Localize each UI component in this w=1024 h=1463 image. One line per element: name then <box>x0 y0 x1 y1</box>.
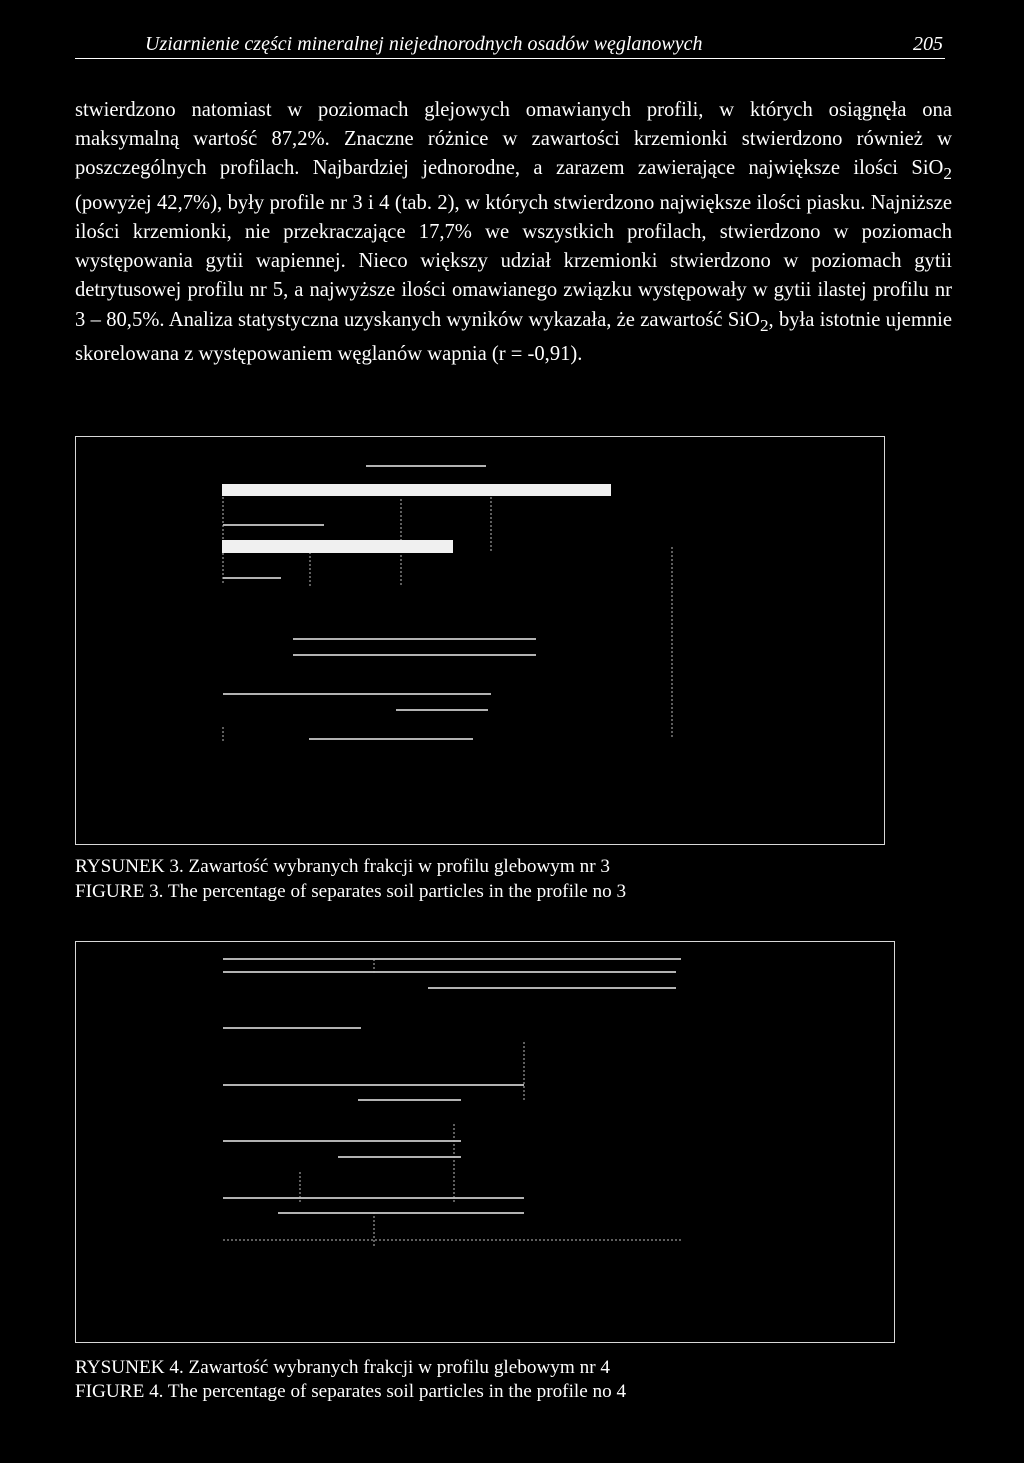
page-number: 205 <box>913 33 943 55</box>
paragraph-text-2: (powyżej 42,7%), były profile nr 3 i 4 (tab. 2), w których stwierdzono największe ilości piasku. Najniższe ilości krzemionki, nie przekraczające 17,7% we wszystkich profilach, stwierdzono w poziomach występowania gytii wapiennej. Nieco większy udział krzemionki stwierdzono w poziomach gytii detrytusowej profilu nr 5, a najwyższe ilości omawianego związku występowały w gytii ilastej profilu nr 3 – 80,5%. Analiza statystyczna uzyskanych wyników wykazała, że zawartość SiO <box>75 191 952 331</box>
figure-3-caption-pl: RYSUNEK 3. Zawartość wybranych frakcji w profilu glebowym nr 3 <box>75 856 611 877</box>
figure-4-caption-en: FIGURE 4. The percentage of separates soil particles in the profile no 4 <box>75 1381 627 1402</box>
figure-4-chart <box>75 941 895 1343</box>
figure-3-graphics <box>76 437 884 844</box>
body-paragraph <box>75 96 952 369</box>
paragraph-text-3: , była istotnie ujemnie skorelowana z występowaniem węglanów wapnia (r = -0,91). <box>75 308 952 365</box>
fig3-bar <box>222 484 611 496</box>
fig3-bar <box>222 540 453 553</box>
figure-3-chart <box>75 436 885 845</box>
subscript-2: 2 <box>943 164 952 184</box>
header-rule <box>75 58 945 59</box>
paragraph-text-1: stwierdzono natomiast w poziomach glejowych omawianych profili, w których osiągnęła ona maksymalną wartość 87,2%. Znaczne różnice w zawartości krzemionki stwierdzono również w poszczególnych profilach. Najbardziej jednorodne, a zarazem zawierające największe ilości SiO <box>75 99 952 180</box>
subscript-2: 2 <box>759 315 769 335</box>
figure-4-graphics <box>76 942 894 1342</box>
running-title: Uziarnienie części mineralnej niejednorodnych osadów węglanowych <box>145 33 703 55</box>
figure-3-caption-en: FIGURE 3. The percentage of separates soil particles in the profile no 3 <box>75 881 627 902</box>
figure-4-caption-pl: RYSUNEK 4. Zawartość wybranych frakcji w profilu glebowym nr 4 <box>75 1357 611 1378</box>
